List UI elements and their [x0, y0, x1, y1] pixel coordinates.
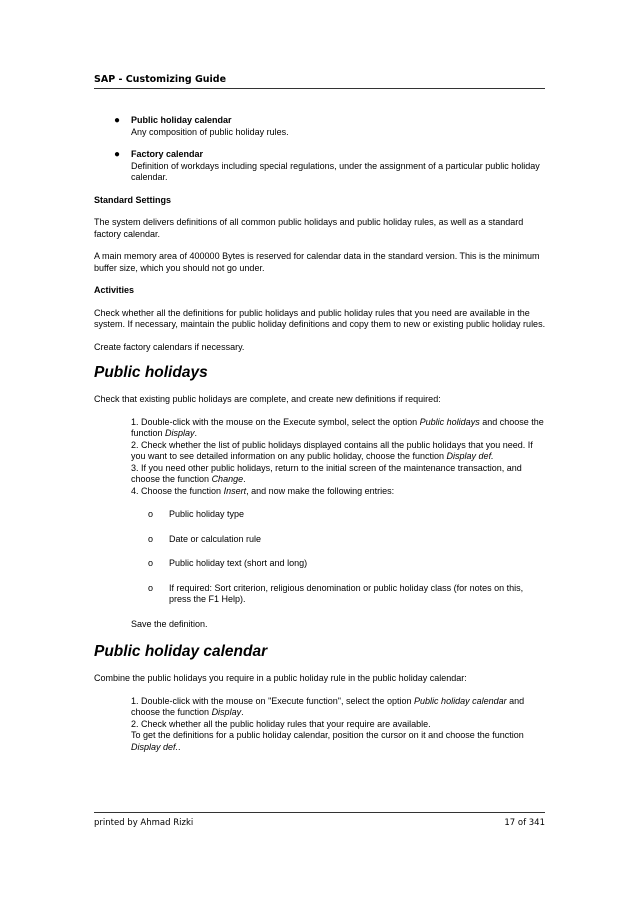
- page-header: SAP - Customizing Guide: [94, 74, 227, 85]
- list-item: o Public holiday text (short and long): [148, 558, 308, 568]
- bullet-description: Any composition of public holiday rules.: [131, 126, 289, 137]
- header-divider: [94, 88, 545, 89]
- bullet-item: [94, 115, 546, 138]
- paragraph: A main memory area of 400000 Bytes is reserved for calendar data in the standard version. This is the minimum buffer size, which you should not go under.: [94, 251, 540, 273]
- section-heading-standard-settings: Standard Settings: [94, 194, 172, 205]
- step-1: 1. Double-click with the mouse on "Execute function", select the option Public holiday calendar and choose the function Display.: [131, 695, 525, 717]
- save-instruction: Save the definition.: [131, 618, 208, 629]
- step-list: [94, 696, 546, 754]
- step-3: To get the definitions for a public holiday calendar, position the cursor on it and choose the function Display def..: [131, 730, 524, 752]
- heading-public-holiday-calendar: Public holiday calendar: [94, 643, 268, 660]
- footer-divider: [94, 812, 545, 813]
- footer-printed-by: printed by Ahmad Rizki: [94, 818, 194, 828]
- step-list: [94, 417, 546, 498]
- bullet-icon: ●: [114, 149, 121, 160]
- circle-bullet-icon: o: [148, 558, 154, 568]
- circle-bullet-icon: o: [148, 582, 154, 593]
- bullet-icon: ●: [114, 115, 121, 126]
- list-item: o Public holiday type: [148, 509, 245, 519]
- step-3: 3. If you need other public holidays, return to the initial screen of the maintenance transaction, and choose the function Change.: [131, 462, 522, 484]
- entry-list: [94, 509, 546, 606]
- bullet-item: [94, 149, 546, 184]
- paragraph: The system delivers definitions of all common public holidays and public holiday rules, as well as a standard factory calendar.: [94, 217, 524, 239]
- paragraph: Combine the public holidays you require in a public holiday rule in the public holiday calendar:: [94, 673, 467, 683]
- step-4: 4. Choose the function Insert, and now make the following entries:: [131, 485, 395, 496]
- step-2: 2. Check whether all the public holiday rules that your require are available.: [131, 718, 431, 729]
- paragraph: Create factory calendars if necessary.: [94, 341, 245, 352]
- page-content: [94, 115, 546, 765]
- page-number: 17 of 341: [504, 818, 545, 828]
- step-1: 1. Double-click with the mouse on the Execute symbol, select the option Public holidays and choose the function Display.: [131, 416, 544, 438]
- paragraph: Check whether all the definitions for public holidays and public holiday rules that you need are available in the system. If necessary, maintain the public holiday definitions and copy them to new or existing public holiday rules.: [94, 307, 546, 329]
- circle-bullet-icon: o: [148, 533, 154, 544]
- paragraph: Check that existing public holidays are complete, and create new definitions if required:: [94, 394, 441, 404]
- step-2: 2. Check whether the list of public holidays displayed contains all the public holidays that you need. If you want to see detailed information on any public holiday, choose the function Display def.: [131, 439, 533, 461]
- list-item: o If required: Sort criterion, religious denomination or public holiday class (for notes on this, press the F1 Help).: [148, 582, 524, 604]
- heading-public-holidays: Public holidays: [94, 364, 208, 381]
- circle-bullet-icon: o: [148, 509, 154, 519]
- list-item: o Date or calculation rule: [148, 533, 262, 544]
- section-heading-activities: Activities: [94, 285, 135, 295]
- bullet-title: Public holiday calendar: [131, 115, 232, 125]
- bullet-description: Definition of workdays including special regulations, under the assignment of a particular public holiday calendar.: [131, 160, 540, 182]
- bullet-title: Factory calendar: [131, 149, 204, 159]
